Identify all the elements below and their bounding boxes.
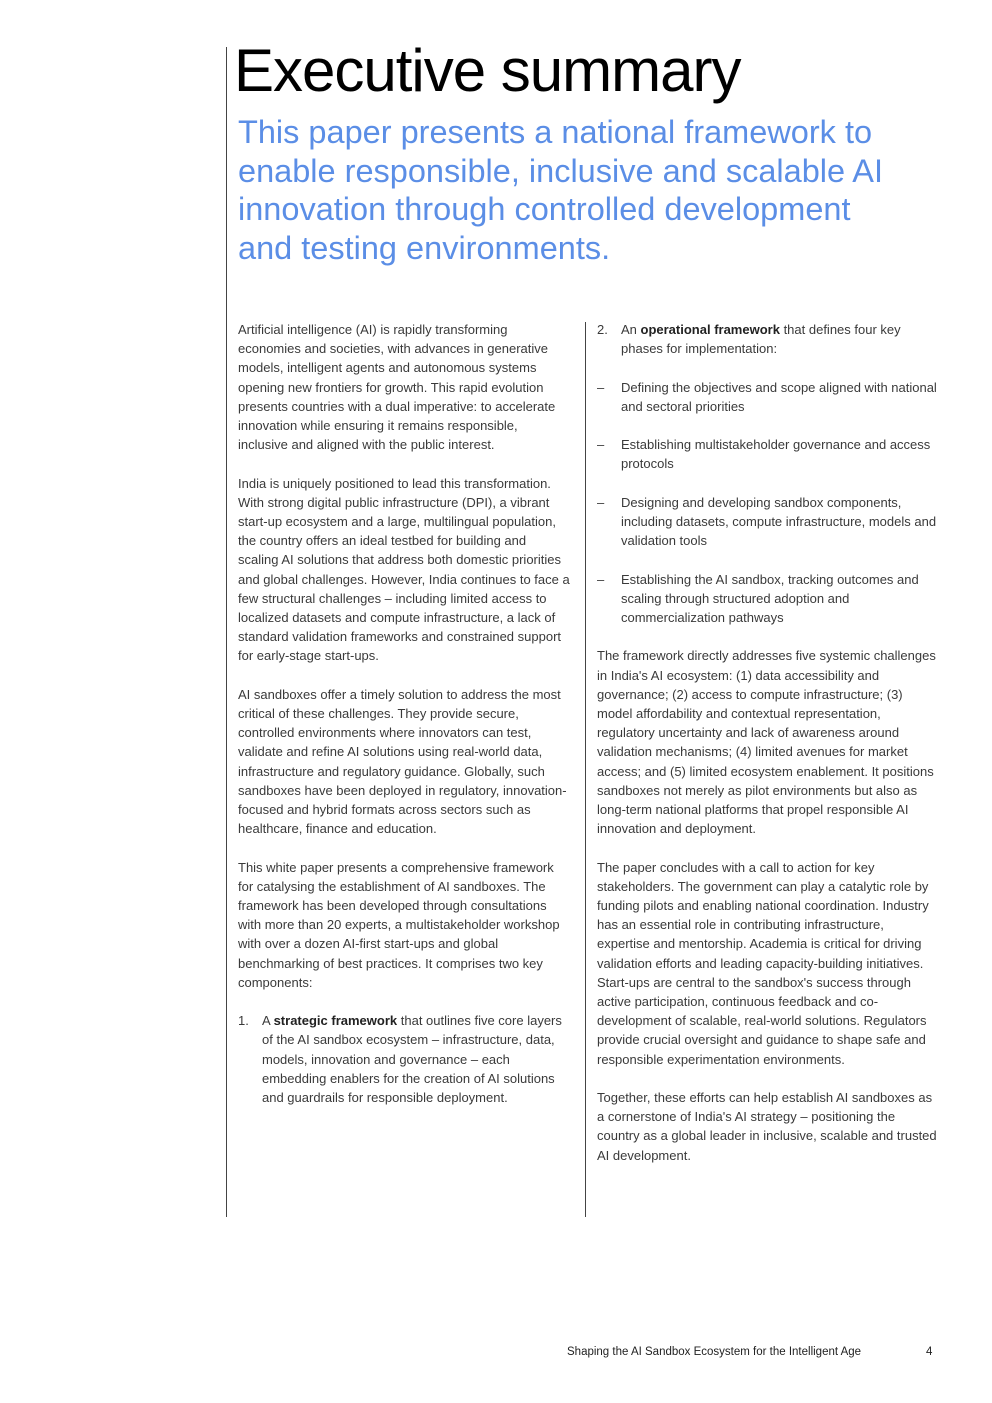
phase-text: Establishing the AI sandbox, tracking outcomes and scaling through structured adoption and commercialization pathways bbox=[621, 571, 919, 625]
text: An bbox=[621, 322, 641, 337]
paragraph: Together, these efforts can help establish AI sandboxes as a cornerstone of India's AI strategy – positioning the country as a global leader in inclusive, scalable and trusted AI development. bbox=[597, 1090, 937, 1163]
text: that defines four key phases for implementation: bbox=[621, 322, 901, 357]
list-item bbox=[238, 1011, 570, 1107]
paragraph: India is uniquely positioned to lead this transformation. With strong digital public infrastructure (DPI), a vibrant start-up ecosystem and a large, multilingual population, the country offers an ideal testbed for building and scaling AI solutions that address both domestic priorities and global challenges. However, India continues to face a few structural challenges – including limited access to localized datasets and compute infrastructure, a lack of standard validation frameworks and constrained support for early-stage start-ups. bbox=[238, 475, 570, 664]
paragraph: Artificial intelligence (AI) is rapidly transforming economies and societies, with advances in generative models, intelligent agents and autonomous systems opening new frontiers for growth. This rapid evolution presents countries with a dual imperative: to accelerate innovation while ensuring it remains responsible, inclusive and aligned with the public interest. bbox=[238, 322, 556, 453]
phase-text: Establishing multistakeholder governance and access protocols bbox=[621, 437, 931, 472]
bold-text: operational framework bbox=[640, 322, 780, 337]
phase-item bbox=[597, 435, 937, 473]
dash-marker: – bbox=[597, 379, 605, 395]
list-text bbox=[621, 320, 937, 358]
page-subtitle: This paper presents a national framework to enable responsible, inclusive and scalable AI innovation through controlled development and testing environments. bbox=[238, 114, 884, 266]
phase-item bbox=[597, 493, 937, 551]
paragraph: This white paper presents a comprehensive framework for catalysing the establishment of AI sandboxes. The framework has been developed through consultations with more than 20 experts, a multistakeholder workshop with over a dozen AI-first start-ups and global benchmarking of best practices. It comprises two key components: bbox=[238, 859, 560, 990]
dash-marker: – bbox=[597, 571, 605, 587]
right-column bbox=[597, 320, 937, 1184]
text: A bbox=[262, 1013, 274, 1029]
footer-title: Shaping the AI Sandbox Ecosystem for the Intelligent Age bbox=[567, 1346, 862, 1358]
list-text bbox=[262, 1011, 570, 1107]
dash-marker: – bbox=[597, 437, 605, 453]
bold-text: strategic framework bbox=[273, 1013, 398, 1029]
page-title: Executive summary bbox=[234, 37, 741, 104]
left-vertical-rule bbox=[226, 47, 227, 1217]
list-item bbox=[597, 320, 937, 358]
list-marker: 1. bbox=[238, 1013, 249, 1029]
phase-item bbox=[597, 570, 937, 628]
phase-item bbox=[597, 378, 937, 416]
phase-text: Designing and developing sandbox components, including datasets, compute infrastructure, models and validation tools bbox=[621, 494, 937, 549]
list-marker: 2. bbox=[597, 322, 608, 337]
paragraph: The paper concludes with a call to action for key stakeholders. The government can play a catalytic role by funding pilots and enabling national coordination. Industry has an essential role in contributing infrastructure, expertise and mentorship. Academia is critical for driving validation efforts and leading capacity-building initiatives. Start-ups are central to the sandbox's success through active participation, continuous feedback and co-development of scalable, real-world solutions. Regulators provide crucial oversight and guidance to shape safe and responsible experimentation environments. bbox=[597, 859, 929, 1067]
column-divider bbox=[585, 322, 586, 1217]
paragraph: AI sandboxes offer a timely solution to address the most critical of these challenges. They provide secure, controlled environments where innovators can test, validate and refine AI solutions using real-world data, infrastructure and regulatory guidance. Globally, such sandboxes have been deployed in regulatory, innovation-focused and hybrid formats across sectors such as healthcare, finance and education. bbox=[238, 686, 567, 837]
left-column bbox=[238, 320, 570, 1126]
phase-text: Defining the objectives and scope aligned with national and sectoral priorities bbox=[621, 379, 937, 414]
text: that outlines five core layers of the AI sandbox ecosystem – infrastructure, data, models, innovation and governance – each embedding enablers for the creation of AI solutions and guardrails for responsible deployment. bbox=[262, 1013, 562, 1106]
paragraph: The framework directly addresses five systemic challenges in India's AI ecosystem: (1) data accessibility and governance; (2) access to compute infrastructure; (3) model affordability and contextual representation, regulatory uncertainty and lack of awareness around validation mechanisms; (4) limited avenues for market access; and (5) limited ecosystem enablement. It positions sandboxes not merely as pilot environments but also as long-term national platforms that propel responsible AI innovation and deployment. bbox=[597, 648, 936, 837]
page-number: 4 bbox=[926, 1346, 933, 1358]
dash-marker: – bbox=[597, 494, 605, 510]
